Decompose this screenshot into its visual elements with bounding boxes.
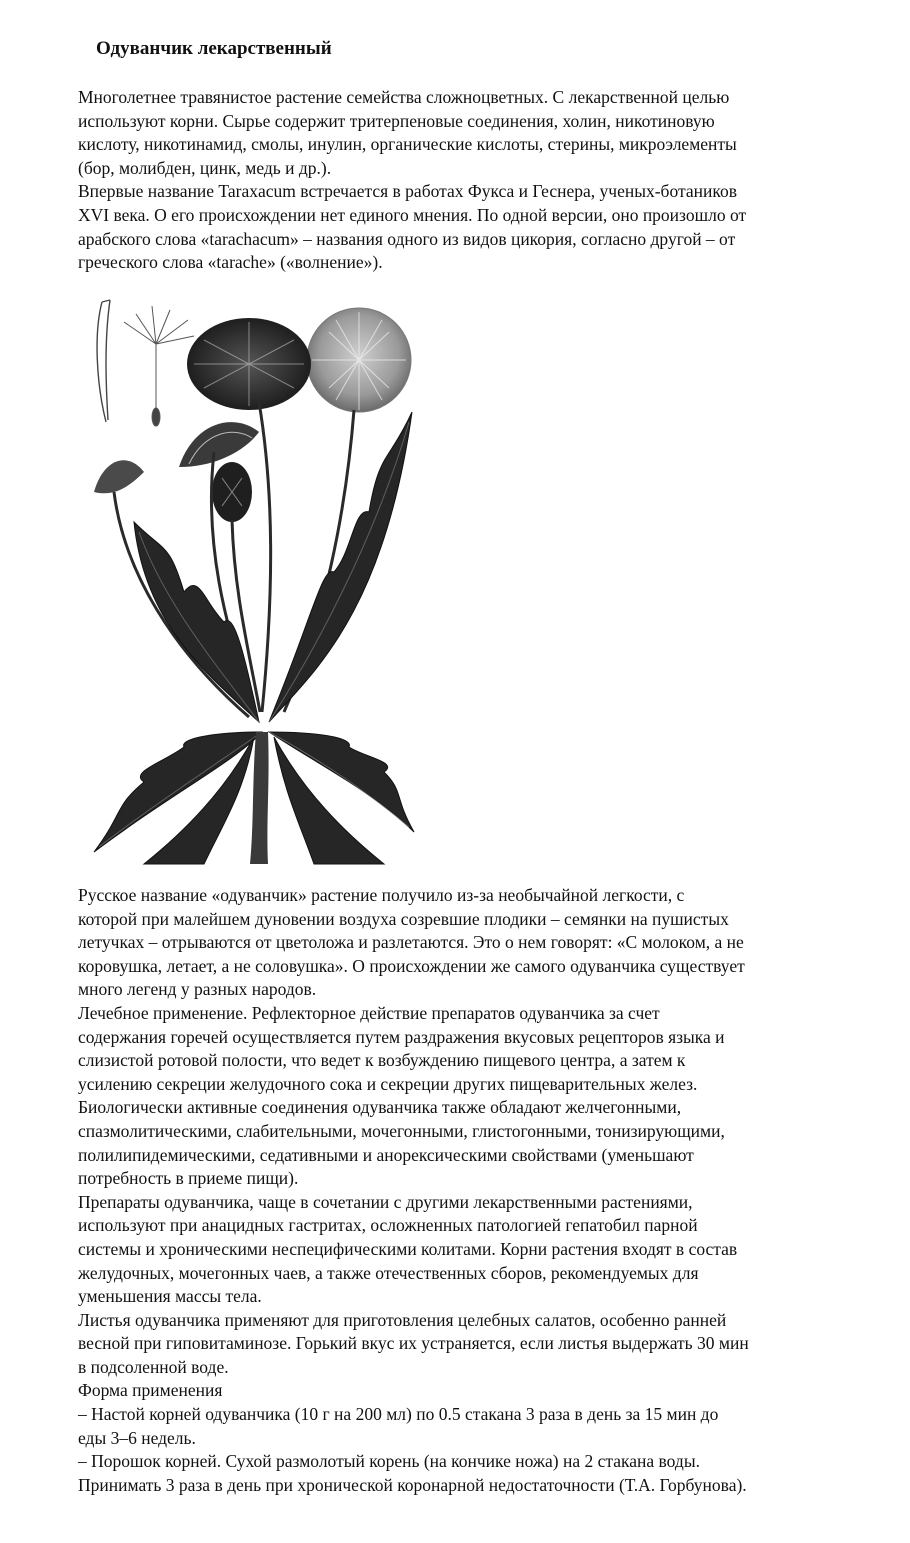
- text-line: Биологически активные соединения одуванчика также обладают желчегонными,: [78, 1097, 682, 1118]
- flower-head-icon: [94, 460, 144, 493]
- text-line: желудочных, мочегонных чаев, а также отечественных сборов, рекомендуемых для: [78, 1262, 699, 1283]
- body-paragraphs: [78, 884, 858, 1497]
- text-line: Многолетнее травянистое растение семейства сложноцветных. С лекарственной целью: [78, 87, 730, 107]
- dandelion-illustration: [84, 292, 420, 867]
- text-line: коровушка, летает, а не соловушка». О происхождении же самого одуванчика существует: [78, 955, 745, 976]
- text-line: Форма применения: [78, 1380, 223, 1401]
- page-title: Одуванчик лекарственный: [96, 38, 332, 59]
- text-line: содержания горечей осуществляется путем раздражения вкусовых рецепторов языка и: [78, 1026, 725, 1047]
- flower-head-icon: [179, 422, 259, 467]
- text-line: потребность в приеме пищи).: [78, 1168, 299, 1189]
- flower-head-icon: [187, 318, 311, 410]
- intro-paragraphs: [78, 86, 858, 275]
- text-line: еды 3–6 недель.: [78, 1427, 196, 1448]
- root-icon: [250, 732, 269, 864]
- text-line: греческого слова «tarache» («волнение»).: [78, 252, 383, 273]
- text-line: спазмолитическими, слабительными, мочегонными, глистогонными, тонизирующими,: [78, 1120, 725, 1141]
- text-line: много легенд у разных народов.: [78, 979, 317, 1000]
- text-line: Впервые название Taraxacum встречается в работах Фукса и Геснера, ученых-ботаников: [78, 181, 737, 202]
- text-line: летучках – отрываются от цветоложа и разлетаются. Это о нем говорят: «С молоком, а не: [78, 932, 744, 953]
- text-line: арабского слова «tarachacum» – названия одного из видов цикория, согласно другой – от: [78, 228, 736, 249]
- text-line: Лечебное применение. Рефлекторное действие препаратов одуванчика за счет: [78, 1002, 660, 1023]
- text-line: Препараты одуванчика, чаще в сочетании с другими лекарственными растениями,: [78, 1191, 693, 1212]
- text-line: в подсоленной воде.: [78, 1356, 229, 1377]
- text-line: XVI века. О его происхождении нет единого мнения. По одной версии, оно произошло от: [78, 204, 747, 225]
- text-line: используют при анацидных гастритах, осложненных патологией гепатобил парной: [78, 1215, 698, 1236]
- seed-icon: [97, 300, 110, 422]
- text-line: (бор, молибден, цинк, медь и др.).: [78, 157, 332, 178]
- text-line: полилипидемическими, седативными и анорексическими свойствами (уменьшают: [78, 1144, 694, 1165]
- text-line: – Настой корней одуванчика (10 г на 200 мл) по 0.5 стакана 3 раза в день за 15 мин до: [78, 1404, 719, 1425]
- text-line: кислоту, никотинамид, смолы, инулин, органические кислоты, стерины, микроэлементы: [78, 134, 737, 155]
- text-line: системы и хроническими неспецифическими колитами. Корни растения входят в состав: [78, 1238, 738, 1259]
- text-line: слизистой ротовой полости, что ведет к возбуждению пищевого центра, а затем к: [78, 1050, 686, 1071]
- text-line: Принимать 3 раза в день при хронической коронарной недостаточности (Т.А. Горбунова).: [78, 1474, 747, 1495]
- text-line: усилению секреции желудочного сока и секреции других пищеварительных желез.: [78, 1073, 698, 1094]
- seed-icon: [124, 306, 194, 426]
- text-line: – Порошок корней. Сухой размолотый корень (на кончике ножа) на 2 стакана воды.: [78, 1451, 700, 1472]
- text-line: Русское название «одуванчик» растение получило из-за необычайной легкости, с: [78, 885, 685, 905]
- text-line: весной при гиповитаминозе. Горький вкус их устраняется, если листья выдержать 30 мин: [78, 1333, 749, 1354]
- text-line: Листья одуванчика применяют для приготовления целебных салатов, особенно ранней: [78, 1309, 727, 1330]
- text-line: которой при малейшем дуновении воздуха созревшие плодики – семянки на пушистых: [78, 908, 729, 929]
- text-line: уменьшения массы тела.: [78, 1286, 262, 1307]
- text-line: используют корни. Сырье содержит тритерпеновые соединения, холин, никотиновую: [78, 110, 715, 131]
